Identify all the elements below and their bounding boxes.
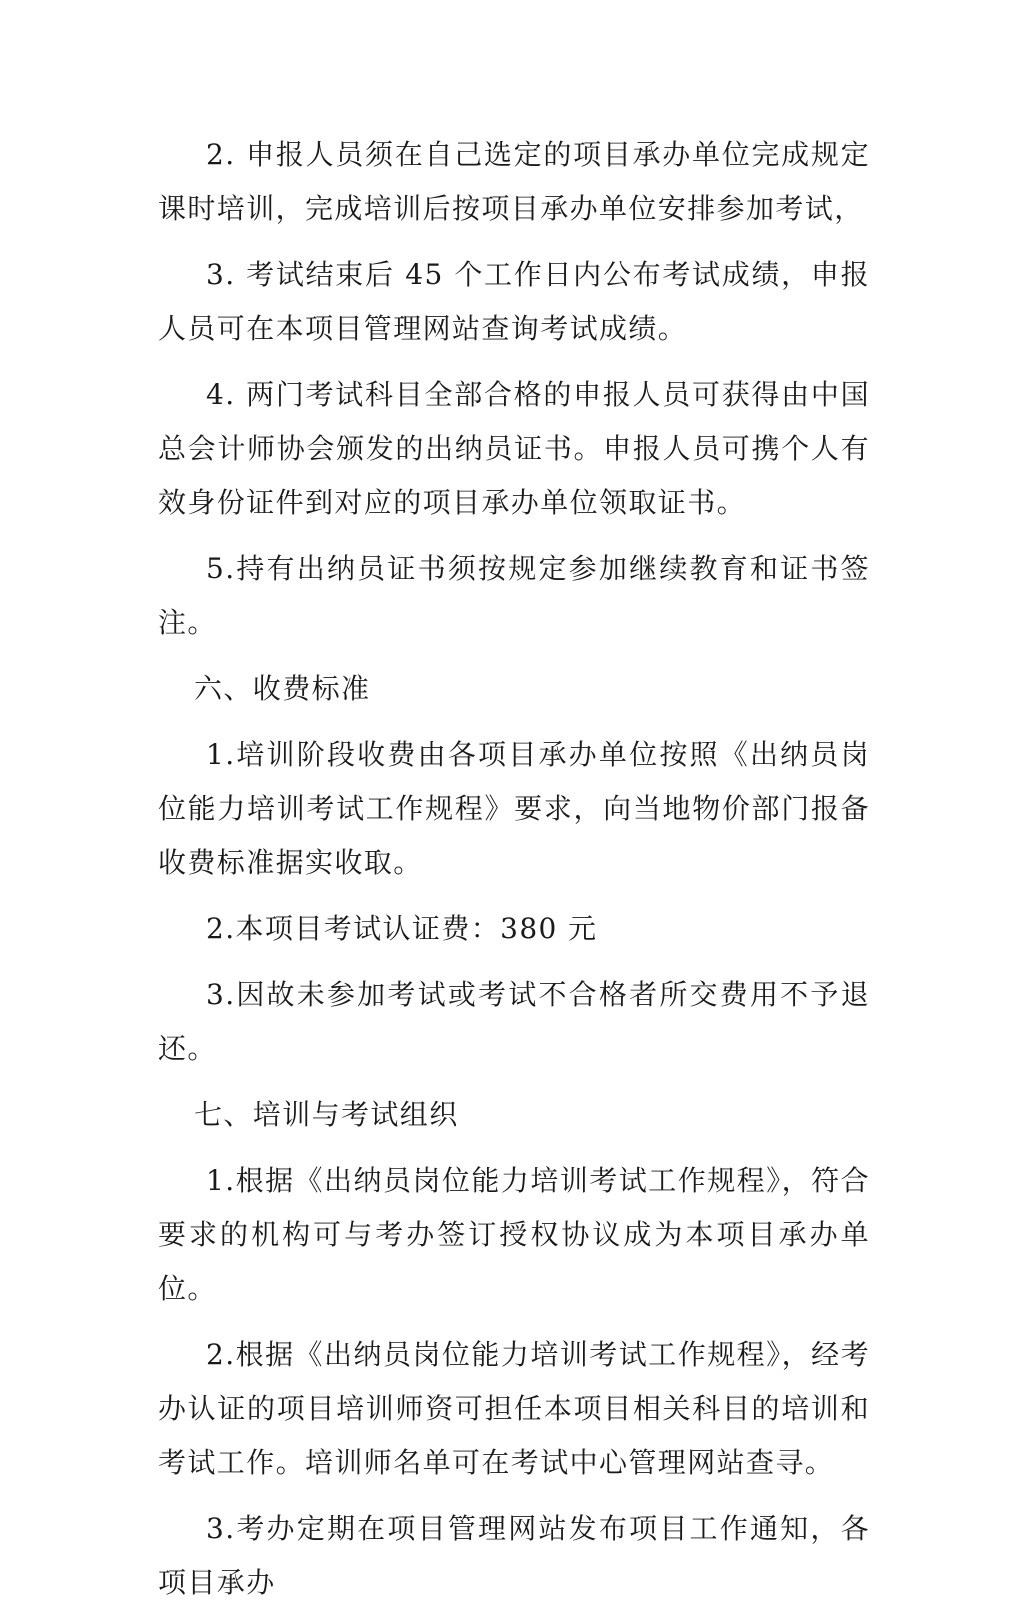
paragraph-continuing-education: 5.持有出纳员证书须按规定参加继续教育和证书签注。 xyxy=(158,552,870,639)
section-heading-fees: 六、收费标准 xyxy=(194,672,371,705)
document-body xyxy=(158,128,870,1622)
section-heading-organization: 七、培训与考试组织 xyxy=(194,1098,459,1131)
paragraph-training-fee: 1.培训阶段收费由各项目承办单位按照《出纳员岗位能力培训考试工作规程》要求，向当地物价部门报备收费标准据实收取。 xyxy=(158,738,870,879)
paragraph-certification-fee: 2.本项目考试认证费：380 元 xyxy=(206,912,598,945)
paragraph-exam-results: 3. 考试结束后 45 个工作日内公布考试成绩，申报人员可在本项目管理网站查询考试成绩。 xyxy=(158,258,870,345)
paragraph-notices: 3.考办定期在项目管理网站发布项目工作通知，各项目承办 xyxy=(158,1512,870,1599)
paragraph-certificate: 4. 两门考试科目全部合格的申报人员可获得由中国总会计师协会颁发的出纳员证书。申报人员可携个人有效身份证件到对应的项目承办单位领取证书。 xyxy=(158,378,870,519)
paragraph-exam-training: 2. 申报人员须在自己选定的项目承办单位完成规定课时培训，完成培训后按项目承办单位安排参加考试， xyxy=(158,138,870,225)
paragraph-authorization: 1.根据《出纳员岗位能力培训考试工作规程》，符合要求的机构可与考办签订授权协议成为本项目承办单位。 xyxy=(158,1164,870,1305)
paragraph-trainers: 2.根据《出纳员岗位能力培训考试工作规程》，经考办认证的项目培训师资可担任本项目相关科目的培训和考试工作。培训师名单可在考试中心管理网站查寻。 xyxy=(158,1338,870,1479)
paragraph-no-refund: 3.因故未参加考试或考试不合格者所交费用不予退还。 xyxy=(158,978,870,1065)
